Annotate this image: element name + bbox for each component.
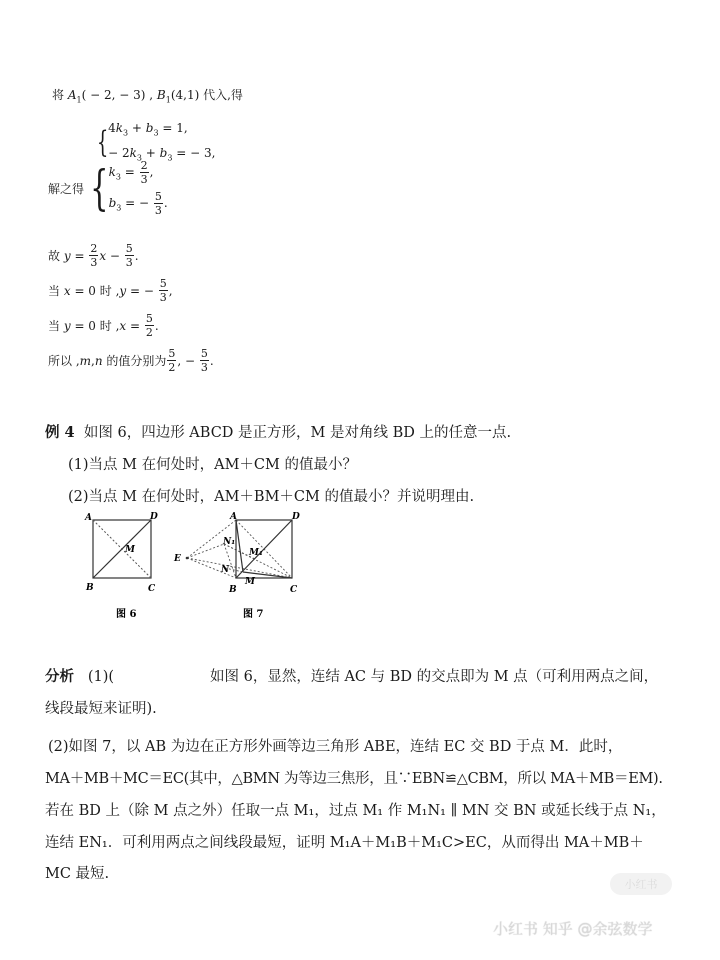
var: b	[145, 121, 154, 135]
text: = − 3,	[172, 146, 216, 161]
var: b	[159, 146, 168, 161]
analysis-part-2-line-4: 连结 EN₁．可利用两点之间线段最短，证明 M₁A＋M₁B＋M₁C>EC，从而得出 MA＋MB＋	[45, 835, 644, 851]
figure-7	[165, 510, 320, 625]
numerator: 5	[154, 190, 162, 203]
text: = −	[126, 283, 158, 298]
var: k	[108, 165, 116, 179]
example-4-question-1: (1)当点 M 在何处时，AM＋CM 的值最小？	[68, 457, 357, 473]
text: +	[141, 146, 160, 161]
text: 代入,得	[199, 88, 243, 102]
example-heading: 例 4	[45, 424, 75, 441]
text: ,	[149, 165, 154, 179]
text: .	[154, 318, 159, 333]
example-4-question-2: (2)当点 M 在何处时，AM＋BM＋CM 的值最小？并说明理由.	[68, 489, 475, 505]
segment-am	[236, 520, 243, 572]
point-b1: B	[156, 88, 166, 102]
numerator: 5	[200, 347, 208, 360]
numerator: 5	[145, 312, 153, 325]
brace-icon: {	[90, 160, 109, 216]
label-m: M	[245, 577, 255, 587]
text: = 0 时 ,	[70, 319, 120, 333]
text: 当	[48, 319, 61, 333]
fraction	[140, 160, 149, 185]
denominator: 3	[140, 173, 148, 186]
label-m1: M₁	[249, 548, 263, 558]
text: −	[106, 248, 124, 263]
label-n1: N₁	[223, 537, 236, 547]
subscript: 3	[123, 128, 129, 138]
label-b: B	[229, 585, 237, 595]
b3-result	[109, 191, 168, 216]
numerator: 5	[125, 242, 133, 255]
analysis-heading: 分析	[45, 668, 74, 685]
solve-block	[48, 160, 168, 216]
subscript: 3	[115, 172, 121, 182]
analysis-part-2-line-2: MA＋MB＋MC＝EC(其中，△BMN 为等边三焦形，且∵EBN≌△CBM，所以 MA＋MB＝EM).	[45, 771, 663, 787]
subscript: 1	[76, 95, 82, 105]
label-a: A	[85, 513, 92, 523]
fraction	[89, 243, 98, 268]
denominator: 2	[145, 326, 153, 339]
subscript: 3	[153, 128, 159, 138]
fraction	[159, 278, 168, 303]
var: x	[119, 318, 127, 333]
point-e	[186, 557, 189, 560]
var: m	[79, 353, 92, 368]
numerator: 5	[168, 347, 176, 360]
text: 故	[48, 249, 61, 263]
text: =	[70, 248, 89, 263]
denominator: 3	[125, 256, 133, 269]
label-m: M	[125, 545, 135, 555]
solve-label: 解之得	[48, 181, 85, 196]
analysis-part-1-line-2: 线段最短来证明).	[45, 701, 157, 717]
text: 所以 ,	[48, 354, 80, 368]
conclusion	[48, 348, 214, 373]
denominator: 3	[200, 361, 208, 374]
label-b: B	[86, 583, 94, 593]
text: 的值分别为	[102, 354, 167, 368]
subscript: 3	[136, 153, 142, 163]
text: 4	[108, 121, 116, 135]
denominator: 2	[168, 361, 176, 374]
label-d: D	[150, 512, 158, 522]
text: =	[126, 318, 144, 333]
numerator: 2	[90, 242, 98, 255]
example-4-stem	[45, 421, 511, 442]
subscript: 3	[116, 203, 122, 213]
denominator: 3	[154, 204, 162, 217]
text: , −	[177, 353, 199, 368]
coords: ( − 2, − 3)	[81, 88, 146, 102]
text: ,	[168, 283, 173, 298]
text: 当	[48, 284, 61, 298]
analysis-part-2-line-3: 若在 BD 上（除 M 点之外）任取一点 M₁，过点 M₁ 作 M₁N₁ ∥ MN 交 BN 或延长线于点 N₁，	[45, 803, 666, 819]
figure-6-caption: 图 6	[116, 609, 137, 620]
example-text: 如图 6，四边形 ABCD 是正方形，M 是对角线 BD 上的任意一点.	[83, 425, 512, 441]
text: = 0 时 ,	[70, 284, 120, 298]
figure-6	[80, 510, 175, 625]
text: .	[163, 196, 168, 210]
brace-icon: {	[96, 125, 109, 161]
fraction	[145, 313, 154, 338]
text: − 2	[108, 146, 130, 161]
label-n: N	[221, 565, 230, 575]
text: .	[134, 248, 139, 263]
var: y	[63, 248, 71, 263]
fraction	[154, 191, 163, 216]
figure-7-caption: 图 7	[243, 609, 264, 620]
coords: (4,1)	[170, 88, 200, 102]
analysis-part-2-line-1: (2)如图 7，以 AB 为边在正方形外画等边三角形 ABE，连结 EC 交 BD 于点 M．此时，	[48, 739, 623, 755]
when-x-zero	[48, 278, 173, 303]
text: +	[128, 121, 146, 135]
numerator: 2	[140, 159, 148, 172]
var: x	[99, 248, 107, 263]
label-d: D	[292, 512, 300, 522]
var: k	[129, 146, 137, 161]
segment-en1	[187, 544, 224, 558]
equation-1	[108, 118, 215, 143]
var: x	[63, 283, 71, 298]
k3-result	[109, 160, 168, 185]
point-a1: A	[67, 88, 77, 102]
var: y	[63, 318, 71, 333]
text: = −	[121, 196, 153, 210]
text: 将	[52, 88, 65, 102]
denominator: 3	[159, 291, 167, 304]
text: =	[120, 165, 139, 179]
text: ,	[145, 88, 154, 102]
label-c: C	[290, 585, 298, 595]
analysis-part-2-line-5: MC 最短.	[45, 866, 110, 882]
analysis-part-1-start: (1)(	[87, 669, 115, 685]
subscript: 1	[165, 95, 171, 105]
analysis-heading-line	[45, 665, 114, 686]
numerator: 5	[159, 277, 167, 290]
label-e: E	[174, 554, 181, 564]
subscript: 3	[167, 153, 173, 163]
var: b	[108, 196, 117, 210]
watermark-badge: 小红书	[610, 873, 672, 895]
fraction	[167, 348, 176, 373]
fraction	[200, 348, 209, 373]
substitute-line	[52, 86, 243, 104]
label-a: A	[230, 512, 237, 522]
label-c: C	[148, 584, 156, 594]
var: k	[115, 121, 124, 135]
text: .	[209, 353, 214, 368]
fraction	[125, 243, 134, 268]
text: ,	[91, 353, 95, 368]
analysis-part-1-text: 如图 6，显然，连结 AC 与 BD 的交点即为 M 点（可利用两点之间，	[210, 669, 659, 685]
text: = 1,	[158, 121, 188, 135]
denominator: 3	[90, 256, 98, 269]
var: y	[119, 283, 127, 298]
when-y-zero	[48, 313, 159, 338]
var: n	[94, 353, 103, 368]
watermark-text: 小红书 知乎 @余弦数学	[493, 920, 653, 938]
function-result	[48, 243, 139, 268]
